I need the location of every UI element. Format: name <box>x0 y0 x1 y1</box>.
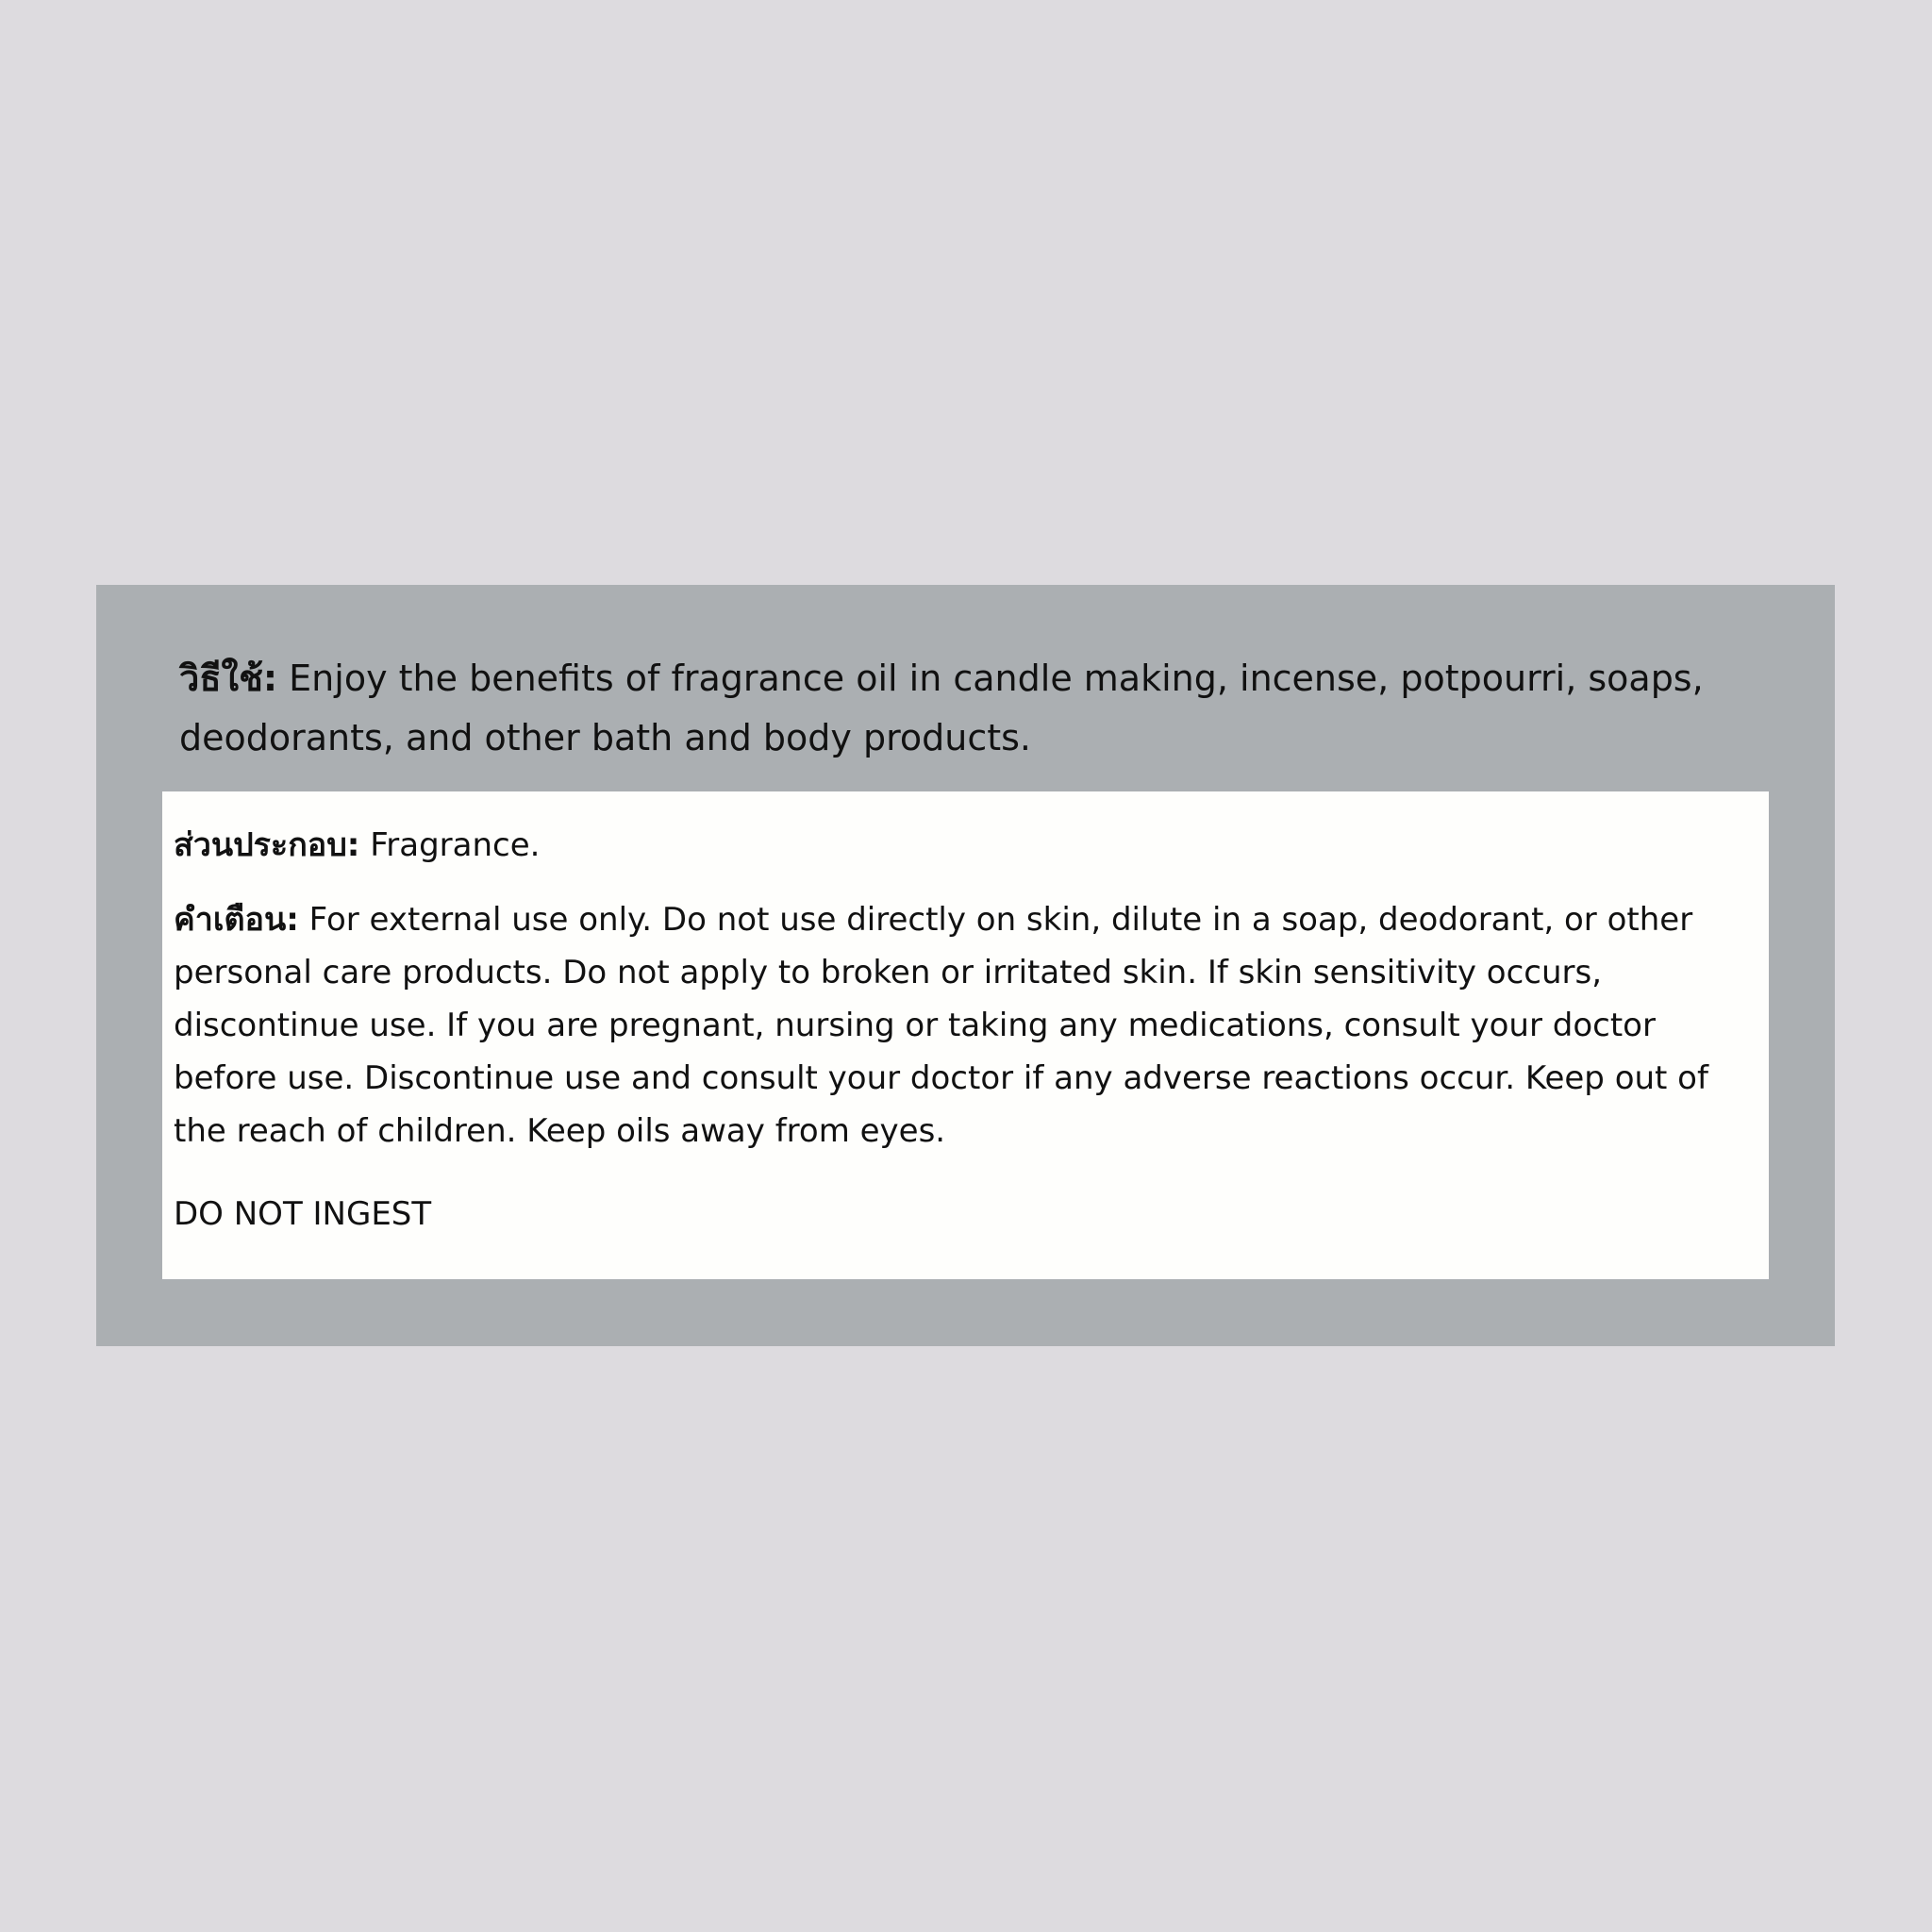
directions-label: วิธีใช้: <box>179 658 278 699</box>
directions-text: Enjoy the benefits of fragrance oil in candle making, incense, potpourri, soaps, deodorants, and other bath and body products. <box>179 658 1704 758</box>
ingredients-text: Fragrance. <box>370 826 541 864</box>
ingredients-section <box>174 819 1758 872</box>
warnings-label: คำเตือน: <box>174 901 299 939</box>
product-label-panel <box>96 585 1835 1346</box>
ingredients-label: ส่วนประกอบ: <box>174 826 360 864</box>
directions-section <box>179 649 1783 768</box>
do-not-ingest-notice: DO NOT INGEST <box>174 1195 432 1233</box>
warnings-section <box>174 893 1758 1158</box>
warnings-text: For external use only. Do not use directly on skin, dilute in a soap, deodorant, or other personal care products. Do not apply to broken or irritated skin. If skin sensitivity occurs, discontinue use. If you are pregnant, nursing or taking any medications, consult your doctor before use. Discontinue use and consult your doctor if any adverse reactions occur. Keep out of the reach of children. Keep oils away from eyes. <box>174 901 1708 1150</box>
info-box <box>162 791 1769 1279</box>
